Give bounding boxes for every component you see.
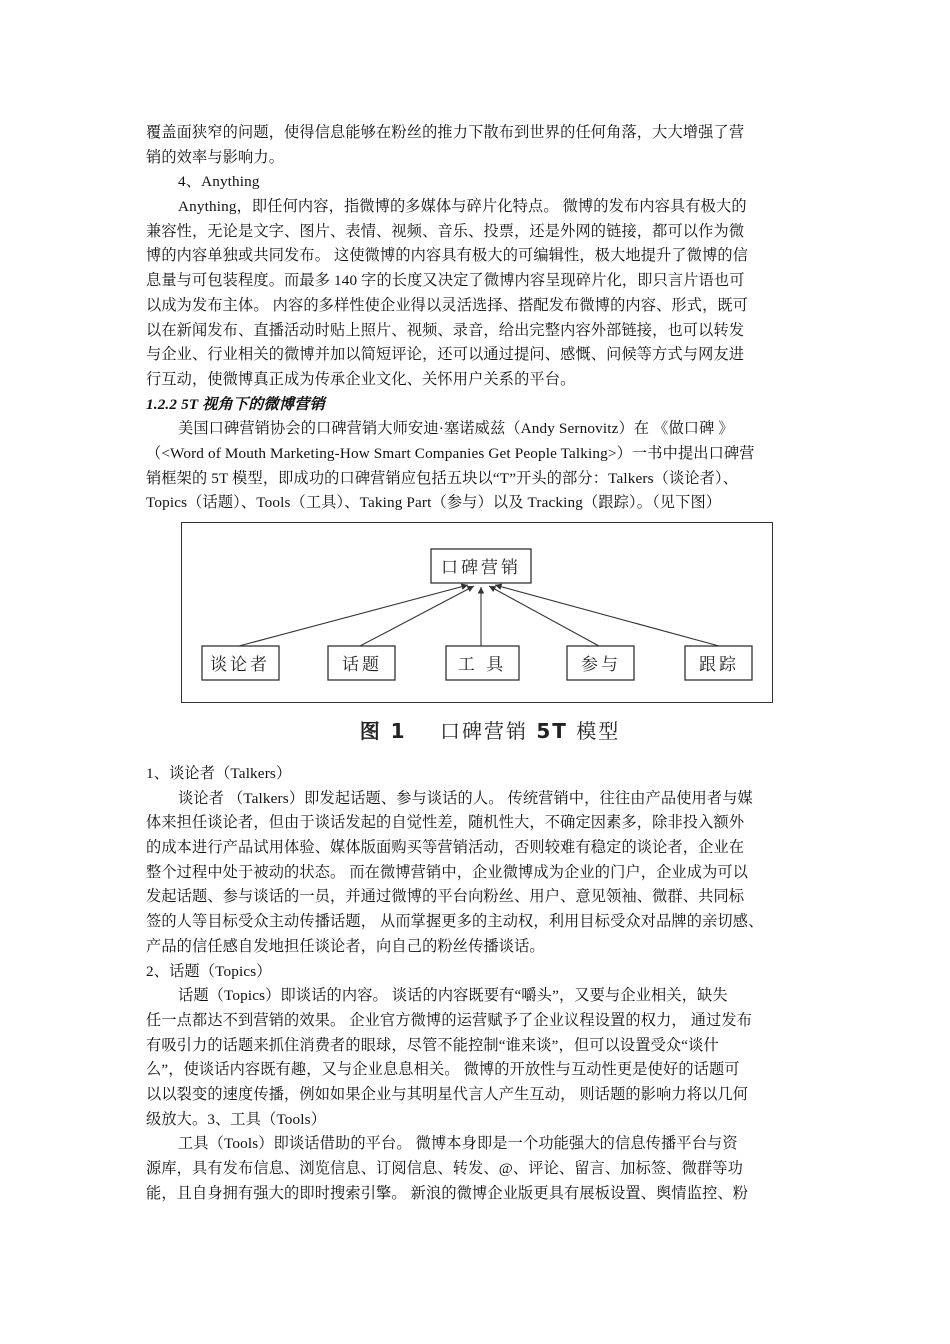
arrow (239, 585, 468, 646)
caption-prefix: 图 1 (359, 719, 407, 743)
text-line: 源库，具有发布信息、浏览信息、订阅信息、转发、@、评论、留言、加标签、微群等功 (146, 1160, 743, 1177)
text-line: 兼容性，无论是文字、图片、表情、视频、音乐、投票，还是外网的链接，都可以作为微 (146, 222, 745, 240)
text-line: 销的效率与影响力。 (146, 148, 285, 166)
item-heading-topics: 2、话题（Topics） (146, 962, 272, 980)
caption-title-a: 口碑营销 (440, 719, 537, 743)
text-line: 销框架的 5T 模型，即成功的口碑营销应包括五块以“T”开头的部分：Talkers（谈论者）、 (146, 469, 739, 487)
section-heading: 1.2.2 5T 视角下的微博营销 (146, 395, 325, 413)
diagram-svg (182, 523, 774, 704)
text-line: 么”，使谈话内容既有趣，又与企业息息相关。 微博的开放性与互动性更是使好的话题可 (146, 1061, 740, 1079)
text-line: 签的人等目标受众主动传播话题， 从而掌握更多的主动权，利用目标受众对品牌的亲切感、 (146, 913, 764, 931)
text-line: 与企业、行业相关的微博并加以简短评论，还可以通过提问、感慨、问候等方式与网友进 (146, 346, 745, 364)
text-line: 的成本进行产品试用体验、媒体版面购买等营销活动，否则较难有稳定的谈论者，企业在 (146, 839, 745, 857)
text-line: Anything，即任何内容，指微博的多媒体与碎片化特点。 微博的发布内容具有极大的 (178, 198, 747, 216)
root-node-label: 口碑营销 (441, 558, 521, 578)
node-label-taking-part: 参与 (581, 655, 621, 675)
text-line: 博的内容单独或共同发布。 这使微博的内容具有极大的可编辑性，极大地提升了微博的信 (146, 247, 749, 265)
item-heading-talkers: 1、谈论者（Talkers） (146, 765, 292, 782)
text-line: 谈论者 （Talkers）即发起话题、参与谈话的人。 传统营销中，往往由产品使用者与媒 (178, 789, 753, 807)
text-line: 工具（Tools）即谈话借助的平台。 微博本身即是一个功能强大的信息传播平台与资 (178, 1135, 738, 1153)
text-line: 发起话题、参与谈话的一员，并通过微博的平台向粉丝、用户、意见领袖、微群、共同标 (146, 888, 745, 906)
node-label-tracking: 跟踪 (699, 655, 739, 675)
caption-title-b: 5T (536, 719, 568, 743)
text-line: 体来担任谈论者，但由于谈话发起的自觉性差，随机性大，不确定因素多，除非投入额外 (146, 814, 745, 832)
text-line: 整个过程中处于被动的状态。 而在微博营销中，企业微博成为企业的门户，企业成为可以 (146, 863, 749, 881)
node-label-tools: 工 具 (457, 655, 507, 675)
document-page (146, 121, 814, 1206)
item-heading-anything: 4、Anything (178, 173, 260, 191)
text-line: 覆盖面狭窄的问题，使得信息能够在粉丝的推力下散布到世界的任何角落，大大增强了营 (146, 124, 745, 141)
caption-title-c: 模型 (567, 719, 621, 743)
figure-caption (156, 715, 824, 744)
text-line: 任一点都达不到营销的效果。 企业官方微博的运营赋予了企业议程设置的权力， 通过发布 (146, 1011, 753, 1029)
text-line: 以以裂变的速度传播，例如如果企业与其明星代言人产生互动， 则话题的影响力将以几何 (146, 1085, 749, 1103)
arrow (489, 586, 599, 646)
text-line: （<Word of Mouth Marketing-How Smart Companies Get People Talking>）一书中提出口碑营 (146, 444, 755, 462)
text-line: 行互动，使微博真正成为传承企业文化、关怀用户关系的平台。 (146, 370, 576, 388)
text-line: 产品的信任感自发地担任谈论者，向自己的粉丝传播谈话。 (146, 937, 545, 955)
text-line: 能，且自身拥有强大的即时搜索引擎。 新浪的微博企业版更具有展板设置、舆情监控、粉 (146, 1184, 749, 1202)
text-line: 息量与可包装程度。而最多 140 字的长度又决定了微博内容呈现碎片化，即只言片语也可 (146, 272, 745, 290)
node-label-talkers: 谈论者 (210, 655, 270, 675)
text-line: 美国口碑营销协会的口碑营销大师安迪·塞诺威兹（Andy Sernovitz）在 《做口碑 》 (178, 420, 734, 438)
text-line: 级放大。3、工具（Tools） (146, 1110, 327, 1128)
5t-model-diagram (181, 522, 773, 703)
node-label-topics: 话题 (342, 655, 382, 675)
text-line: 有吸引力的话题来抓住消费者的眼球，尽管不能控制“谁来谈”，但可以设置受众“谈什 (146, 1036, 719, 1054)
arrow (360, 586, 474, 646)
text-line: Topics（话题）、Tools（工具）、Taking Part（参与）以及 Tracking（跟踪）。（见下图） (146, 494, 722, 512)
text-line: 话题（Topics）即谈话的内容。 谈话的内容既要有“嚼头”，又要与企业相关，缺失 (178, 987, 728, 1005)
arrow (495, 585, 719, 646)
text-line: 以在新闻发布、直播活动时贴上照片、视频、录音，给出完整内容外部链接，也可以转发 (146, 321, 745, 339)
text-line: 以成为发布主体。 内容的多样性使企业得以灵活选择、搭配发布微博的内容、形式，既可 (146, 296, 749, 314)
